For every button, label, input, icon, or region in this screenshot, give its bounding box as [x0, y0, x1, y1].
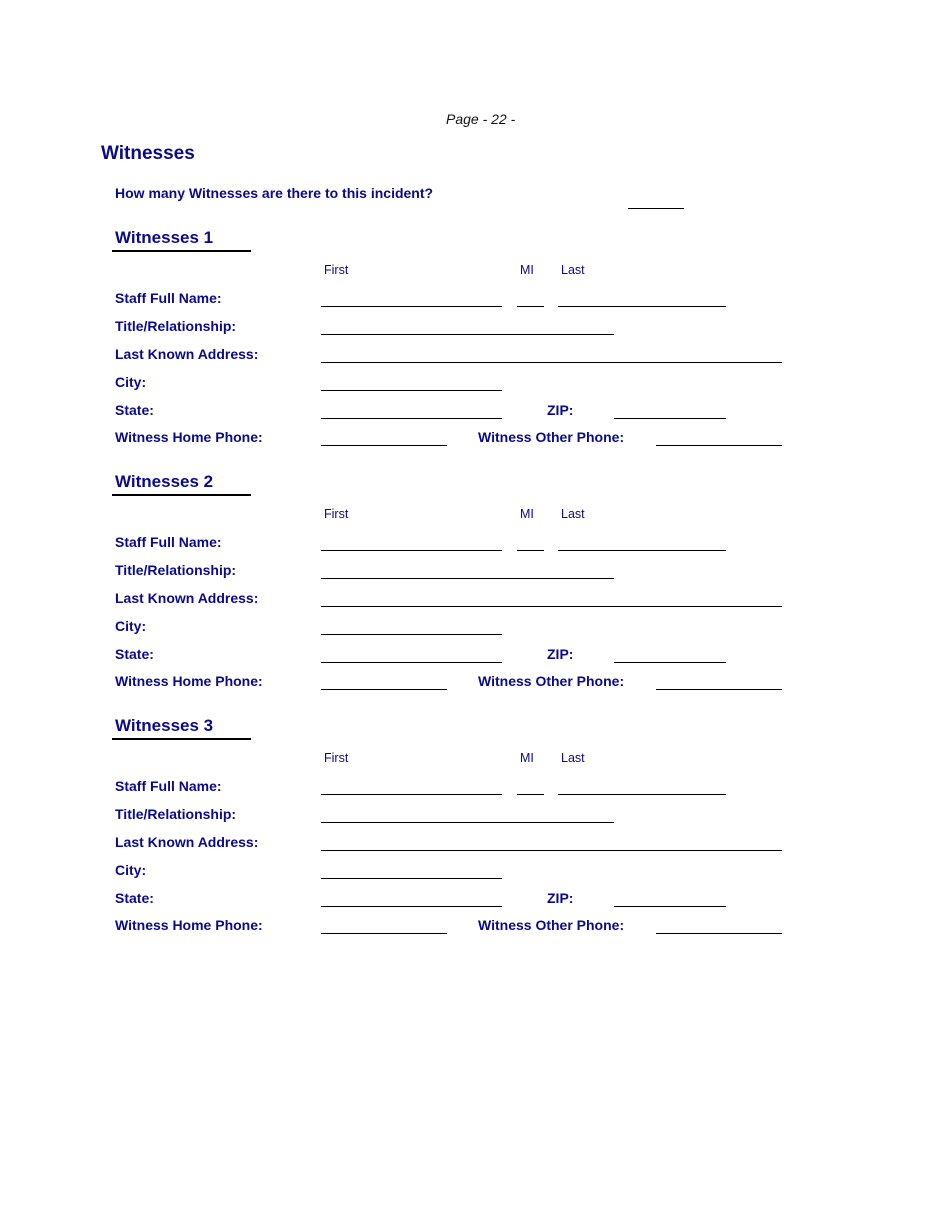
title-relationship-field[interactable] [321, 822, 614, 823]
middle-initial-field[interactable] [517, 306, 544, 307]
home-phone-label: Witness Home Phone: [115, 917, 263, 933]
first-name-caption: First [324, 507, 349, 521]
first-name-field[interactable] [321, 550, 502, 551]
title-relationship-field[interactable] [321, 578, 614, 579]
last-name-caption: Last [561, 507, 585, 521]
section-heading: Witnesses 3 [115, 716, 214, 735]
first-name-field[interactable] [321, 794, 502, 795]
witness-section-1 [0, 228, 950, 448]
other-phone-label: Witness Other Phone: [478, 429, 625, 445]
witness-count-field[interactable] [628, 208, 684, 209]
middle-initial-caption: MI [520, 263, 534, 277]
home-phone-label: Witness Home Phone: [115, 673, 263, 689]
city-label: City: [115, 862, 147, 878]
state-field[interactable] [321, 418, 502, 419]
zip-field[interactable] [614, 662, 726, 663]
section-heading: Witnesses 1 [115, 228, 214, 247]
last-known-address-label: Last Known Address: [115, 590, 259, 606]
address-field[interactable] [321, 362, 782, 363]
middle-initial-field[interactable] [517, 794, 544, 795]
page-number: Page - 22 - [446, 111, 516, 127]
other-phone-field[interactable] [656, 445, 782, 446]
last-name-field[interactable] [558, 306, 726, 307]
title-relationship-label: Title/Relationship: [115, 806, 237, 822]
state-field[interactable] [321, 662, 502, 663]
staff-full-name-label: Staff Full Name: [115, 290, 222, 306]
zip-field[interactable] [614, 418, 726, 419]
state-field[interactable] [321, 906, 502, 907]
home-phone-label: Witness Home Phone: [115, 429, 263, 445]
home-phone-field[interactable] [321, 689, 447, 690]
state-label: State: [115, 402, 154, 418]
section-heading-underline [112, 738, 251, 740]
home-phone-field[interactable] [321, 445, 447, 446]
staff-full-name-label: Staff Full Name: [115, 778, 222, 794]
zip-label: ZIP: [547, 890, 574, 906]
last-known-address-label: Last Known Address: [115, 834, 259, 850]
other-phone-label: Witness Other Phone: [478, 673, 625, 689]
city-field[interactable] [321, 878, 502, 879]
witness-section-3 [0, 716, 950, 936]
last-known-address-label: Last Known Address: [115, 346, 259, 362]
other-phone-label: Witness Other Phone: [478, 917, 625, 933]
home-phone-field[interactable] [321, 933, 447, 934]
witness-count-question: How many Witnesses are there to this incident? [115, 185, 434, 201]
title-relationship-label: Title/Relationship: [115, 562, 237, 578]
city-label: City: [115, 374, 147, 390]
section-heading-underline [112, 250, 251, 252]
state-label: State: [115, 890, 154, 906]
other-phone-field[interactable] [656, 689, 782, 690]
zip-label: ZIP: [547, 646, 574, 662]
witness-section-2 [0, 472, 950, 692]
last-name-field[interactable] [558, 550, 726, 551]
address-field[interactable] [321, 606, 782, 607]
city-field[interactable] [321, 390, 502, 391]
last-name-field[interactable] [558, 794, 726, 795]
last-name-caption: Last [561, 263, 585, 277]
city-field[interactable] [321, 634, 502, 635]
last-name-caption: Last [561, 751, 585, 765]
title-relationship-field[interactable] [321, 334, 614, 335]
state-label: State: [115, 646, 154, 662]
page-title: Witnesses [101, 143, 195, 164]
middle-initial-caption: MI [520, 507, 534, 521]
first-name-caption: First [324, 263, 349, 277]
zip-label: ZIP: [547, 402, 574, 418]
city-label: City: [115, 618, 147, 634]
first-name-field[interactable] [321, 306, 502, 307]
title-relationship-label: Title/Relationship: [115, 318, 237, 334]
zip-field[interactable] [614, 906, 726, 907]
other-phone-field[interactable] [656, 933, 782, 934]
middle-initial-caption: MI [520, 751, 534, 765]
middle-initial-field[interactable] [517, 550, 544, 551]
section-heading: Witnesses 2 [115, 472, 214, 491]
first-name-caption: First [324, 751, 349, 765]
address-field[interactable] [321, 850, 782, 851]
section-heading-underline [112, 494, 251, 496]
staff-full-name-label: Staff Full Name: [115, 534, 222, 550]
